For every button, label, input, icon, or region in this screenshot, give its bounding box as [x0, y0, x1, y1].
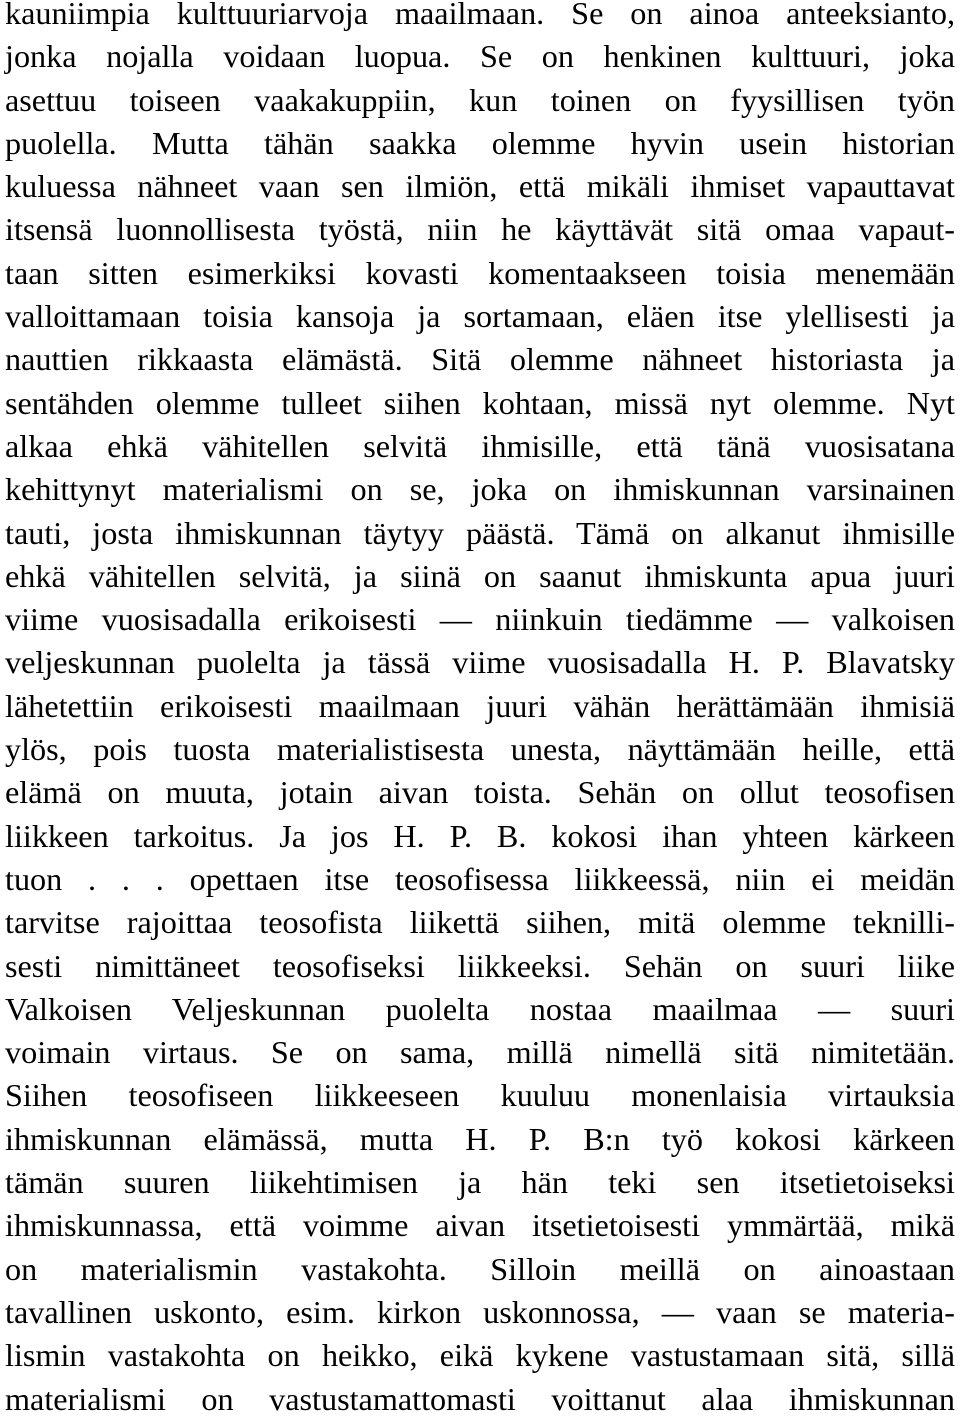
text-line: viime vuosisadalla erikoisesti — niinkuin tiedämme — valkoisen [5, 601, 955, 638]
text-line: Valkoisen Veljeskunnan puolelta nostaa maailmaa — suuri [5, 990, 955, 1027]
text-line: voimain virtaus. Se on sama, millä nimellä sitä nimitetään. [5, 1034, 955, 1071]
text-line: kauniimpia kulttuuriarvoja maailmaan. Se on ainoa anteeksianto, [5, 0, 955, 31]
text-line: alkaa ehkä vähitellen selvitä ihmisille, että tänä vuosisatana [5, 427, 955, 464]
text-line: materialismi on vastustamattomasti voittanut alaa ihmiskunnan [5, 1380, 955, 1417]
text-line: Siihen teosofiseen liikkeeseen kuuluu monenlaisia virtauksia [5, 1077, 955, 1114]
text-line: tavallinen uskonto, esim. kirkon uskonnossa, — vaan se materia- [5, 1293, 955, 1330]
text-line: ihmiskunnassa, että voimme aivan itsetietoisesti ymmärtää, mikä [5, 1207, 955, 1244]
text-line: ehkä vähitellen selvitä, ja siinä on saanut ihmiskunta apua juuri [5, 557, 955, 594]
text-line: elämä on muuta, jotain aivan toista. Sehän on ollut teosofisen [5, 774, 955, 811]
text-line: tarvitse rajoittaa teosofista liikettä siihen, mitä olemme teknilli- [5, 904, 955, 941]
text-line: kuluessa nähneet vaan sen ilmiön, että mikäli ihmiset vapauttavat [5, 168, 955, 205]
text-line: taan sitten esimerkiksi kovasti komentaakseen toisia menemään [5, 254, 955, 291]
text-line: sesti nimittäneet teosofiseksi liikkeeksi. Sehän on suuri liike [5, 947, 955, 984]
text-line: asettuu toiseen vaakakuppiin, kun toinen on fyysillisen työn [5, 81, 955, 118]
text-line: ihmiskunnan elämässä, mutta H. P. B:n työ kokosi kärkeen [5, 1120, 955, 1157]
text-line: lähetettiin erikoisesti maailmaan juuri vähän herättämään ihmisiä [5, 687, 955, 724]
text-line: jonka nojalla voidaan luopua. Se on henkinen kulttuuri, joka [5, 38, 955, 75]
text-line: valloittamaan toisia kansoja ja sortamaan, eläen itse ylellisesti ja [5, 298, 955, 335]
text-line: on materialismin vastakohta. Silloin meillä on ainoastaan [5, 1250, 955, 1287]
text-line: veljeskunnan puolelta ja tässä viime vuosisadalla H. P. Blavatsky [5, 644, 955, 681]
text-line: tämän suuren liikehtimisen ja hän teki sen itsetietoiseksi [5, 1164, 955, 1201]
text-line: tauti, josta ihmiskunnan täytyy päästä. Tämä on alkanut ihmisille [5, 514, 955, 551]
text-line: liikkeen tarkoitus. Ja jos H. P. B. kokosi ihan yhteen kärkeen [5, 817, 955, 854]
text-line: sentähden olemme tulleet siihen kohtaan, missä nyt olemme. Nyt [5, 384, 955, 421]
text-line: itsensä luonnollisesta työstä, niin he käyttävät sitä omaa vapaut- [5, 211, 955, 248]
text-line: ylös, pois tuosta materialistisesta unesta, näyttämään heille, että [5, 731, 955, 768]
text-line: tuon . . . opettaen itse teosofisessa liikkeessä, niin ei meidän [5, 860, 955, 897]
text-line: nauttien rikkaasta elämästä. Sitä olemme nähneet historiasta ja [5, 341, 955, 378]
document-page [5, 0, 955, 1421]
text-line: lismin vastakohta on heikko, eikä kykene vastustamaan sitä, sillä [5, 1337, 955, 1374]
text-line: kehittynyt materialismi on se, joka on ihmiskunnan varsinainen [5, 471, 955, 508]
text-line: puolella. Mutta tähän saakka olemme hyvin usein historian [5, 124, 955, 161]
